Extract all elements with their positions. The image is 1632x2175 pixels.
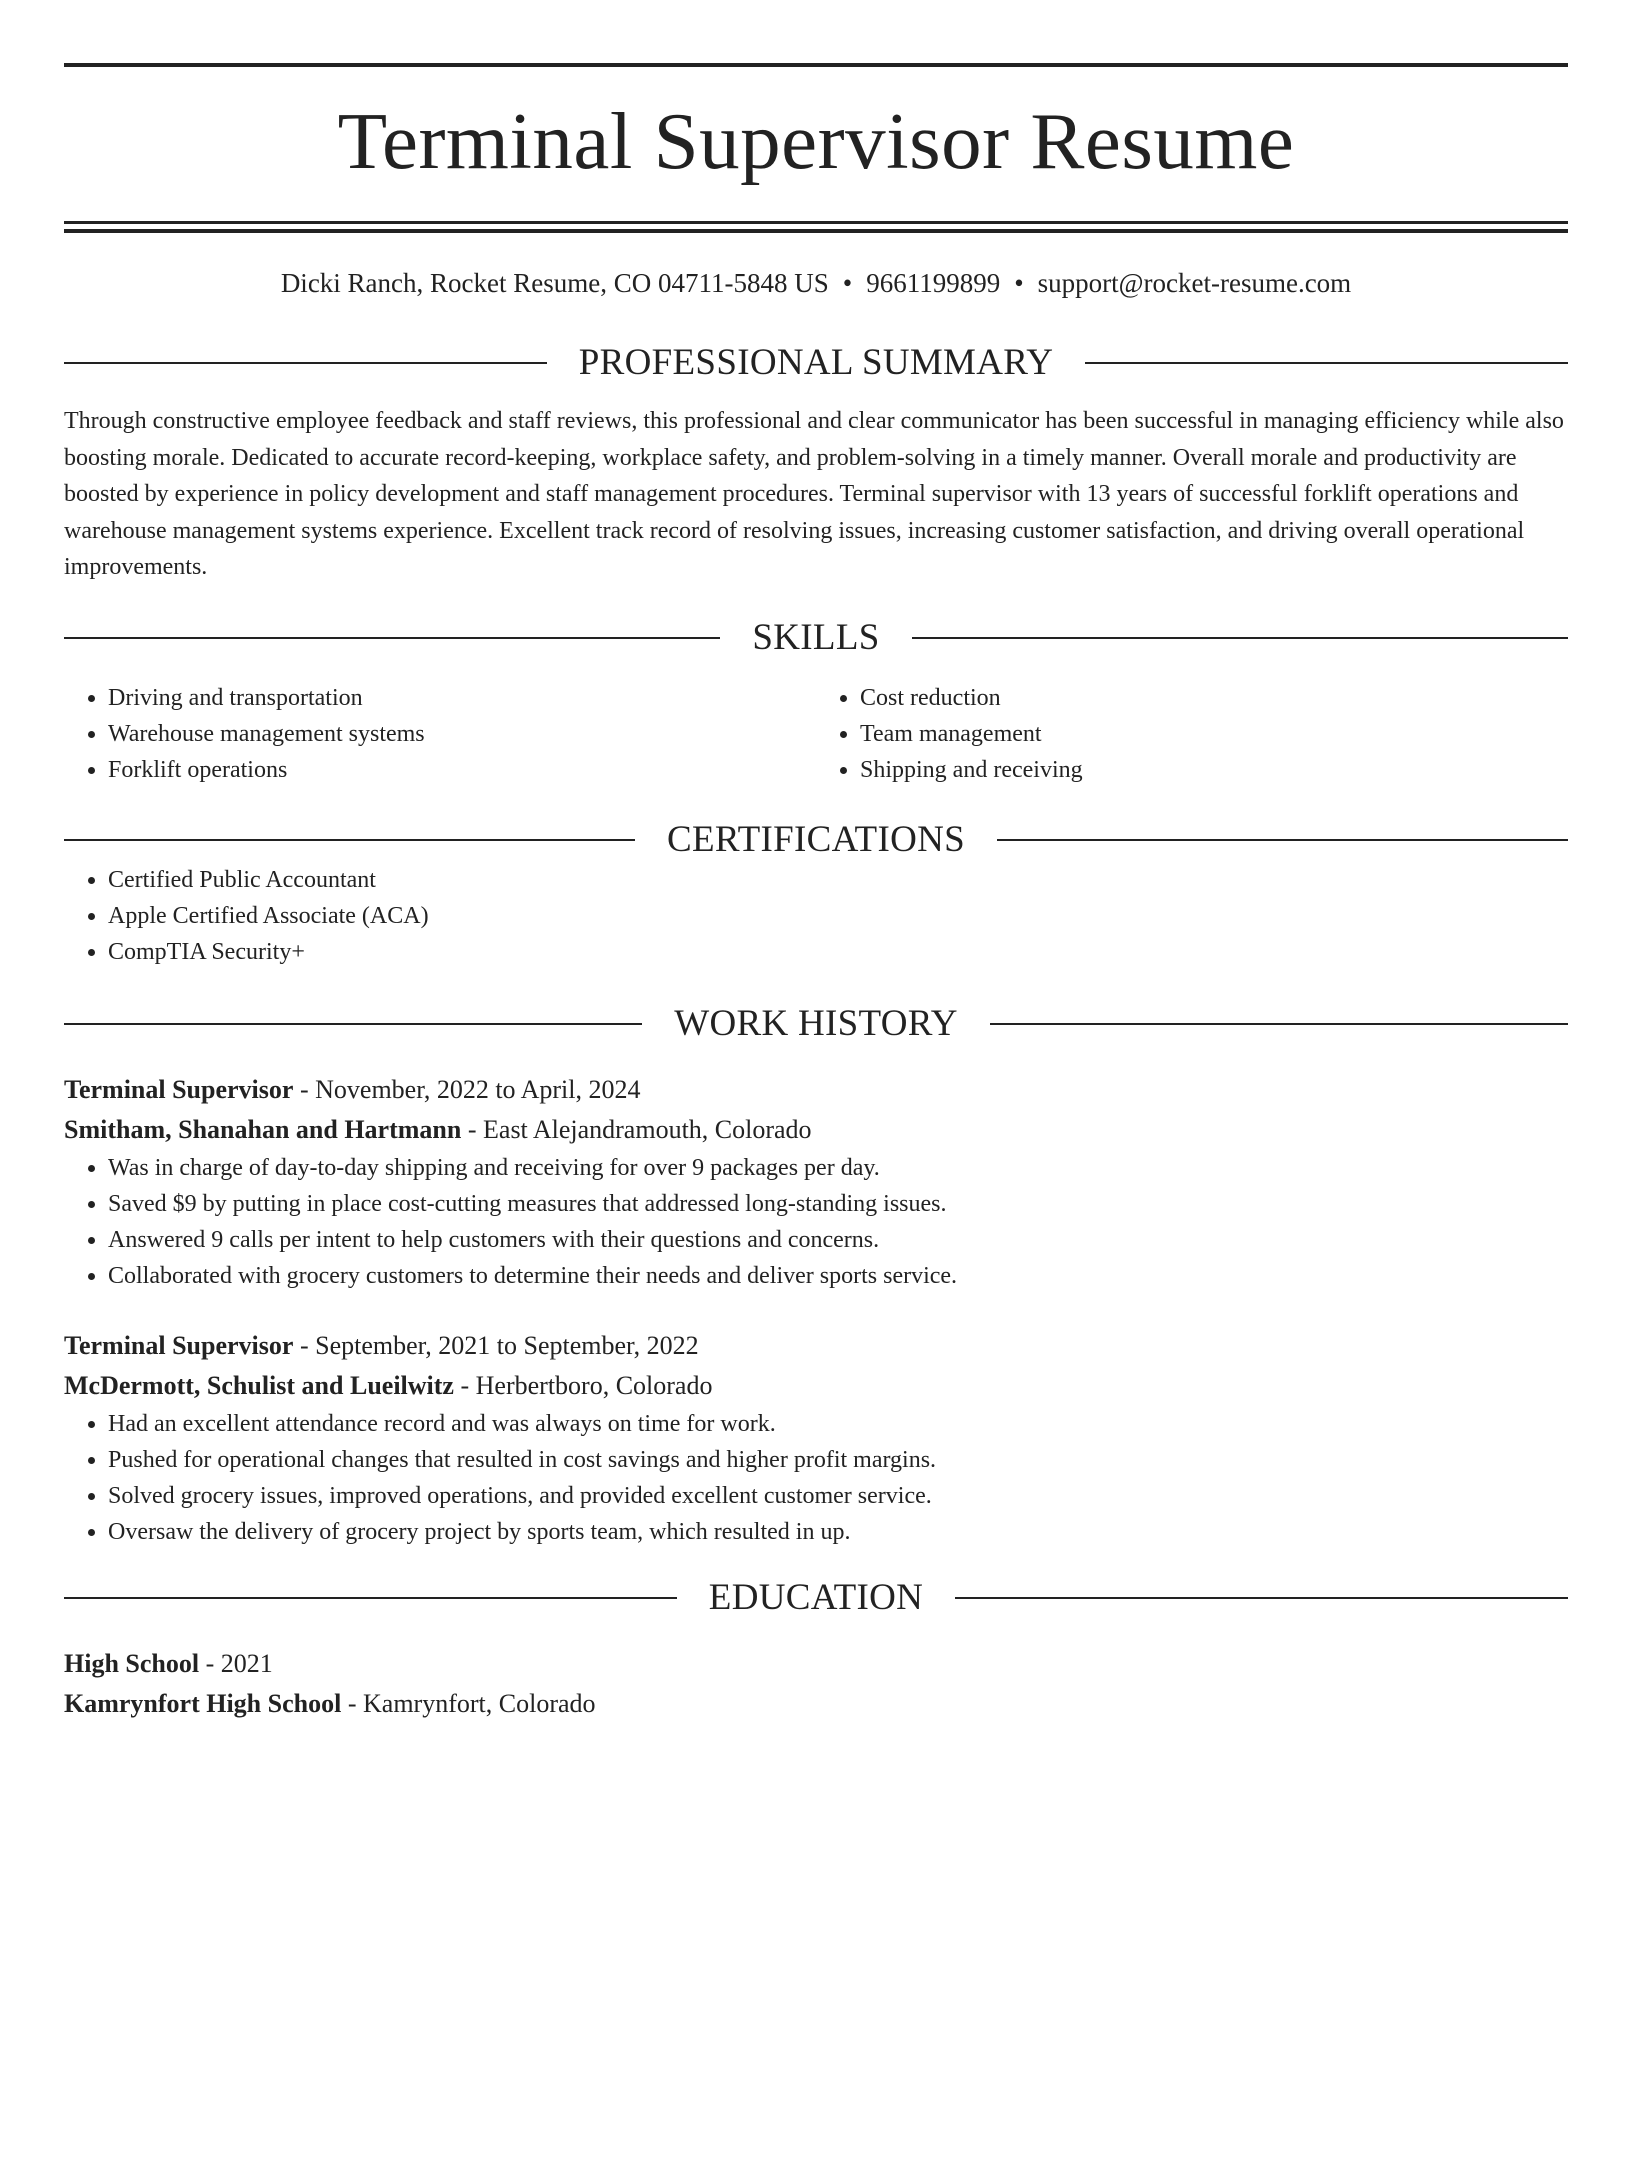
work-history-section-heading (64, 1002, 1568, 1046)
job-title: Terminal Supervisor (64, 1330, 294, 1360)
list-item: • Pushed for operational changes that resulted in cost savings and higher profit margins. (108, 1442, 1568, 1478)
job-entry (64, 1070, 1568, 1294)
top-rule (64, 63, 1568, 67)
list-item: • Warehouse management systems (108, 716, 816, 752)
list-item: • Had an excellent attendance record and was always on time for work. (108, 1406, 1568, 1442)
education-school-line (64, 1684, 1568, 1724)
education-location: Kamrynfort, Colorado (363, 1688, 596, 1718)
skills-list-right (816, 680, 1568, 788)
heading-rule-left (64, 839, 635, 841)
title-double-rule (64, 221, 1568, 233)
job-title: Terminal Supervisor (64, 1074, 294, 1104)
certifications-section-heading (64, 818, 1568, 862)
list-item: • Driving and transportation (108, 680, 816, 716)
job-company: McDermott, Schulist and Lueilwitz (64, 1370, 454, 1400)
dash: - (293, 1330, 316, 1360)
skills-grid (64, 680, 1568, 788)
heading-rule-right (1085, 362, 1568, 364)
dash: - (199, 1648, 221, 1678)
job-entry (64, 1326, 1568, 1550)
education-degree: High School (64, 1648, 200, 1678)
job-duties-list (64, 1406, 1568, 1550)
certifications-heading-label: CERTIFICATIONS (667, 818, 965, 860)
education-year: 2021 (220, 1648, 273, 1678)
heading-rule-right (990, 1023, 1568, 1025)
summary-text: Through constructive employee feedback and staff reviews, this professional and clear communicator has been successful in managing efficiency while also boosting morale. Dedicated to accurate record-keeping, workplace safety, and problem-solving in a timely manner. Overall morale and productivity are boosted by experience in policy development and staff management procedures. Terminal supervisor with 13 years of successful forklift operations and warehouse management systems experience. Excellent track record of resolving issues, increasing customer satisfaction, and driving overall operational improvements. (64, 408, 1564, 580)
list-item: • Solved grocery issues, improved operations, and provided excellent customer service. (108, 1478, 1568, 1514)
skills-column-right (816, 680, 1568, 788)
heading-rule-right (955, 1597, 1568, 1599)
contact-address: Dicki Ranch, Rocket Resume, CO 04711-5848 US (280, 268, 829, 298)
list-item: • Was in charge of day-to-day shipping and receiving for over 9 packages per day. (108, 1150, 1568, 1186)
job-title-line (64, 1070, 1568, 1110)
job-location: Herbertboro, Colorado (475, 1370, 713, 1400)
list-item: • CompTIA Security+ (108, 934, 1568, 970)
resume-page (0, 63, 1632, 2175)
list-item: • Answered 9 calls per intent to help customers with their questions and concerns. (108, 1222, 1568, 1258)
summary-section-heading (64, 341, 1568, 385)
education-degree-line (64, 1644, 1568, 1684)
dash: - (453, 1370, 476, 1400)
work-history-heading-label: WORK HISTORY (674, 1002, 958, 1044)
list-item: • Cost reduction (860, 680, 1568, 716)
contact-line (64, 265, 1568, 301)
heading-rule-left (64, 1023, 642, 1025)
job-company-line (64, 1110, 1568, 1150)
job-title-line (64, 1326, 1568, 1366)
dash: - (341, 1688, 364, 1718)
contact-email: support@rocket-resume.com (1037, 268, 1352, 298)
heading-rule-left (64, 362, 547, 364)
list-item: • Oversaw the delivery of grocery project by sports team, which resulted in up. (108, 1514, 1568, 1550)
list-item: • Forklift operations (108, 752, 816, 788)
contact-separator: • (842, 268, 853, 298)
contact-separator: • (1014, 268, 1024, 298)
dash: - (461, 1114, 484, 1144)
job-dates: November, 2022 to April, 2024 (315, 1074, 641, 1104)
education-heading-label: EDUCATION (708, 1576, 924, 1618)
summary-heading-label: PROFESSIONAL SUMMARY (578, 342, 1054, 383)
dash: - (293, 1074, 316, 1104)
certifications-list (64, 862, 1568, 970)
list-item: • Apple Certified Associate (ACA) (108, 898, 1568, 934)
heading-rule-left (64, 1597, 677, 1599)
skills-column-left (64, 680, 816, 788)
heading-rule-right (997, 839, 1568, 841)
education-entry (64, 1644, 1568, 1724)
skills-section-heading (64, 616, 1568, 660)
job-duties-list (64, 1150, 1568, 1294)
list-item: • Collaborated with grocery customers to determine their needs and deliver sports service. (108, 1258, 1568, 1294)
education-section-heading (64, 1576, 1568, 1620)
education-school: Kamrynfort High School (64, 1688, 342, 1718)
skills-heading-label: SKILLS (752, 616, 880, 658)
heading-rule-right (912, 637, 1568, 639)
job-company: Smitham, Shanahan and Hartmann (64, 1114, 462, 1144)
page-title: Terminal Supervisor Resume (337, 96, 1295, 186)
heading-rule-left (64, 637, 720, 639)
job-location: East Alejandramouth, Colorado (483, 1114, 812, 1144)
list-item: • Certified Public Accountant (108, 862, 1568, 898)
list-item: • Team management (860, 716, 1568, 752)
list-item: • Saved $9 by putting in place cost-cutting measures that addressed long-standing issues. (108, 1186, 1568, 1222)
job-dates: September, 2021 to September, 2022 (315, 1330, 699, 1360)
contact-phone: 9661199899 (866, 268, 1001, 298)
job-company-line (64, 1366, 1568, 1406)
skills-list-left (64, 680, 816, 788)
list-item: • Shipping and receiving (860, 752, 1568, 788)
